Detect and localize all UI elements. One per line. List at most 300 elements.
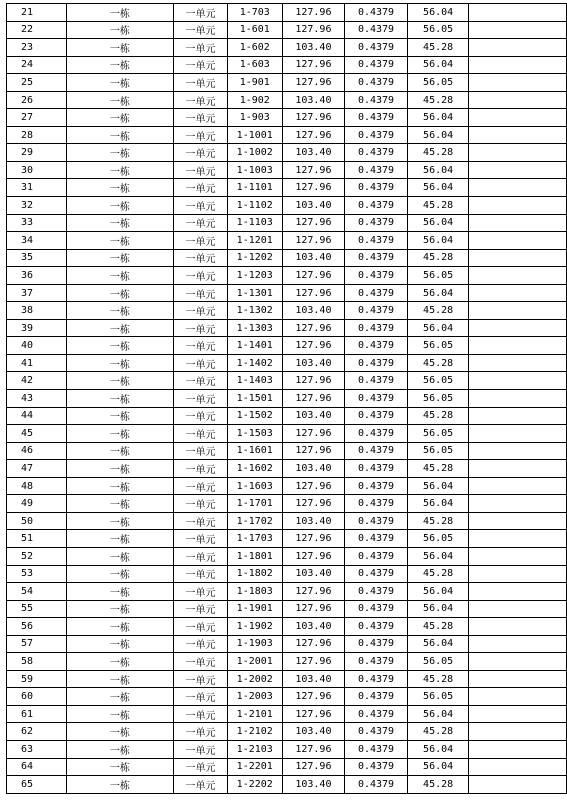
row-number-cell: 62 [7, 723, 67, 741]
amount-cell: 56.05 [407, 74, 469, 92]
area-cell: 127.96 [282, 21, 345, 39]
blank-cell [469, 547, 567, 565]
amount-cell: 56.04 [407, 758, 469, 776]
amount-cell: 56.04 [407, 740, 469, 758]
blank-cell [469, 740, 567, 758]
building-cell: 一栋 [66, 688, 174, 706]
table-row [7, 583, 567, 601]
blank-cell [469, 653, 567, 671]
rate-cell: 0.4379 [345, 214, 408, 232]
amount-cell: 45.28 [407, 407, 469, 425]
unit-cell: 一单元 [174, 705, 228, 723]
rate-cell: 0.4379 [345, 740, 408, 758]
amount-cell: 56.04 [407, 232, 469, 250]
room-cell: 1-2102 [227, 723, 282, 741]
room-cell: 1-1803 [227, 583, 282, 601]
area-cell: 127.96 [282, 425, 345, 443]
room-cell: 1-1703 [227, 530, 282, 548]
row-number-cell: 37 [7, 284, 67, 302]
area-cell: 103.40 [282, 512, 345, 530]
blank-cell [469, 477, 567, 495]
rate-cell: 0.4379 [345, 4, 408, 22]
table-row [7, 670, 567, 688]
area-cell: 127.96 [282, 337, 345, 355]
amount-cell: 45.28 [407, 776, 469, 794]
table-row [7, 565, 567, 583]
blank-cell [469, 144, 567, 162]
unit-cell: 一单元 [174, 442, 228, 460]
unit-cell: 一单元 [174, 635, 228, 653]
unit-cell: 一单元 [174, 495, 228, 513]
row-number-cell: 63 [7, 740, 67, 758]
blank-cell [469, 4, 567, 22]
rate-cell: 0.4379 [345, 618, 408, 636]
row-number-cell: 31 [7, 179, 67, 197]
table-row [7, 512, 567, 530]
table-row [7, 600, 567, 618]
rate-cell: 0.4379 [345, 319, 408, 337]
unit-cell: 一单元 [174, 284, 228, 302]
area-cell: 127.96 [282, 600, 345, 618]
row-number-cell: 48 [7, 477, 67, 495]
table-row [7, 39, 567, 57]
area-cell: 127.96 [282, 267, 345, 285]
room-cell: 1-1403 [227, 372, 282, 390]
blank-cell [469, 688, 567, 706]
building-cell: 一栋 [66, 495, 174, 513]
blank-cell [469, 495, 567, 513]
rate-cell: 0.4379 [345, 723, 408, 741]
building-cell: 一栋 [66, 547, 174, 565]
row-number-cell: 65 [7, 776, 67, 794]
unit-cell: 一单元 [174, 337, 228, 355]
rate-cell: 0.4379 [345, 635, 408, 653]
area-cell: 127.96 [282, 583, 345, 601]
area-cell: 103.40 [282, 460, 345, 478]
rate-cell: 0.4379 [345, 670, 408, 688]
room-cell: 1-1201 [227, 232, 282, 250]
building-cell: 一栋 [66, 109, 174, 127]
row-number-cell: 50 [7, 512, 67, 530]
table-row [7, 21, 567, 39]
amount-cell: 56.05 [407, 372, 469, 390]
rate-cell: 0.4379 [345, 442, 408, 460]
building-cell: 一栋 [66, 565, 174, 583]
row-number-cell: 55 [7, 600, 67, 618]
row-number-cell: 44 [7, 407, 67, 425]
row-number-cell: 64 [7, 758, 67, 776]
building-cell: 一栋 [66, 197, 174, 215]
room-cell: 1-1903 [227, 635, 282, 653]
table-row [7, 477, 567, 495]
room-cell: 1-602 [227, 39, 282, 57]
building-cell: 一栋 [66, 161, 174, 179]
unit-cell: 一单元 [174, 319, 228, 337]
amount-cell: 56.04 [407, 319, 469, 337]
unit-cell: 一单元 [174, 197, 228, 215]
rate-cell: 0.4379 [345, 407, 408, 425]
building-cell: 一栋 [66, 635, 174, 653]
blank-cell [469, 267, 567, 285]
area-cell: 103.40 [282, 302, 345, 320]
area-cell: 103.40 [282, 197, 345, 215]
room-cell: 1-1702 [227, 512, 282, 530]
rate-cell: 0.4379 [345, 179, 408, 197]
amount-cell: 45.28 [407, 302, 469, 320]
unit-cell: 一单元 [174, 583, 228, 601]
room-cell: 1-2003 [227, 688, 282, 706]
unit-cell: 一单元 [174, 56, 228, 74]
area-cell: 103.40 [282, 354, 345, 372]
room-cell: 1-1502 [227, 407, 282, 425]
row-number-cell: 59 [7, 670, 67, 688]
building-cell: 一栋 [66, 776, 174, 794]
table-row [7, 460, 567, 478]
blank-cell [469, 600, 567, 618]
table-row [7, 758, 567, 776]
room-cell: 1-2002 [227, 670, 282, 688]
table-row [7, 407, 567, 425]
table-row [7, 4, 567, 22]
table-row [7, 179, 567, 197]
table-row [7, 618, 567, 636]
blank-cell [469, 21, 567, 39]
blank-cell [469, 460, 567, 478]
amount-cell: 56.05 [407, 390, 469, 408]
table-row [7, 635, 567, 653]
room-cell: 1-1303 [227, 319, 282, 337]
room-cell: 1-1202 [227, 249, 282, 267]
area-cell: 127.96 [282, 319, 345, 337]
room-cell: 1-2001 [227, 653, 282, 671]
blank-cell [469, 337, 567, 355]
unit-cell: 一单元 [174, 477, 228, 495]
unit-cell: 一单元 [174, 232, 228, 250]
room-cell: 1-1102 [227, 197, 282, 215]
area-cell: 127.96 [282, 477, 345, 495]
unit-cell: 一单元 [174, 547, 228, 565]
amount-cell: 56.05 [407, 21, 469, 39]
row-number-cell: 57 [7, 635, 67, 653]
room-cell: 1-1603 [227, 477, 282, 495]
building-cell: 一栋 [66, 460, 174, 478]
building-cell: 一栋 [66, 740, 174, 758]
amount-cell: 56.05 [407, 442, 469, 460]
room-cell: 1-1002 [227, 144, 282, 162]
area-cell: 127.96 [282, 284, 345, 302]
row-number-cell: 29 [7, 144, 67, 162]
building-cell: 一栋 [66, 21, 174, 39]
room-cell: 1-1501 [227, 390, 282, 408]
blank-cell [469, 565, 567, 583]
area-cell: 127.96 [282, 688, 345, 706]
area-cell: 127.96 [282, 635, 345, 653]
table-row [7, 91, 567, 109]
room-cell: 1-1801 [227, 547, 282, 565]
room-cell: 1-1001 [227, 126, 282, 144]
row-number-cell: 49 [7, 495, 67, 513]
amount-cell: 56.04 [407, 705, 469, 723]
rate-cell: 0.4379 [345, 688, 408, 706]
row-number-cell: 32 [7, 197, 67, 215]
table-row [7, 653, 567, 671]
amount-cell: 56.04 [407, 4, 469, 22]
amount-cell: 45.28 [407, 670, 469, 688]
unit-cell: 一单元 [174, 302, 228, 320]
unit-cell: 一单元 [174, 39, 228, 57]
row-number-cell: 30 [7, 161, 67, 179]
room-cell: 1-901 [227, 74, 282, 92]
area-cell: 127.96 [282, 758, 345, 776]
rate-cell: 0.4379 [345, 705, 408, 723]
area-cell: 127.96 [282, 179, 345, 197]
rate-cell: 0.4379 [345, 21, 408, 39]
blank-cell [469, 372, 567, 390]
amount-cell: 56.04 [407, 126, 469, 144]
area-cell: 103.40 [282, 670, 345, 688]
rate-cell: 0.4379 [345, 565, 408, 583]
row-number-cell: 24 [7, 56, 67, 74]
building-cell: 一栋 [66, 653, 174, 671]
unit-cell: 一单元 [174, 144, 228, 162]
rate-cell: 0.4379 [345, 530, 408, 548]
unit-cell: 一单元 [174, 109, 228, 127]
area-cell: 103.40 [282, 618, 345, 636]
room-cell: 1-1902 [227, 618, 282, 636]
amount-cell: 56.05 [407, 337, 469, 355]
unit-cell: 一单元 [174, 565, 228, 583]
area-cell: 103.40 [282, 407, 345, 425]
room-cell: 1-703 [227, 4, 282, 22]
area-cell: 103.40 [282, 565, 345, 583]
blank-cell [469, 530, 567, 548]
room-cell: 1-1601 [227, 442, 282, 460]
row-number-cell: 52 [7, 547, 67, 565]
table-row [7, 319, 567, 337]
building-cell: 一栋 [66, 407, 174, 425]
unit-cell: 一单元 [174, 126, 228, 144]
building-cell: 一栋 [66, 337, 174, 355]
amount-cell: 45.28 [407, 565, 469, 583]
rate-cell: 0.4379 [345, 495, 408, 513]
unit-cell: 一单元 [174, 214, 228, 232]
room-cell: 1-1602 [227, 460, 282, 478]
amount-cell: 45.28 [407, 144, 469, 162]
unit-cell: 一单元 [174, 74, 228, 92]
table-row [7, 390, 567, 408]
area-cell: 127.96 [282, 547, 345, 565]
area-cell: 103.40 [282, 91, 345, 109]
blank-cell [469, 161, 567, 179]
building-cell: 一栋 [66, 530, 174, 548]
building-cell: 一栋 [66, 74, 174, 92]
room-cell: 1-601 [227, 21, 282, 39]
building-cell: 一栋 [66, 56, 174, 74]
rate-cell: 0.4379 [345, 354, 408, 372]
blank-cell [469, 249, 567, 267]
area-cell: 103.40 [282, 39, 345, 57]
room-cell: 1-1103 [227, 214, 282, 232]
table-row [7, 495, 567, 513]
table-row [7, 354, 567, 372]
area-cell: 127.96 [282, 653, 345, 671]
blank-cell [469, 39, 567, 57]
table-row [7, 337, 567, 355]
building-cell: 一栋 [66, 583, 174, 601]
unit-cell: 一单元 [174, 425, 228, 443]
table-row [7, 56, 567, 74]
amount-cell: 56.05 [407, 425, 469, 443]
building-cell: 一栋 [66, 126, 174, 144]
unit-cell: 一单元 [174, 390, 228, 408]
rate-cell: 0.4379 [345, 126, 408, 144]
amount-cell: 45.28 [407, 39, 469, 57]
unit-cell: 一单元 [174, 354, 228, 372]
room-cell: 1-1802 [227, 565, 282, 583]
row-number-cell: 22 [7, 21, 67, 39]
rate-cell: 0.4379 [345, 390, 408, 408]
row-number-cell: 34 [7, 232, 67, 250]
unit-cell: 一单元 [174, 758, 228, 776]
amount-cell: 45.28 [407, 618, 469, 636]
building-cell: 一栋 [66, 372, 174, 390]
unit-cell: 一单元 [174, 600, 228, 618]
rate-cell: 0.4379 [345, 776, 408, 794]
blank-cell [469, 214, 567, 232]
building-cell: 一栋 [66, 302, 174, 320]
table-row [7, 372, 567, 390]
building-cell: 一栋 [66, 705, 174, 723]
area-cell: 127.96 [282, 495, 345, 513]
table-row [7, 232, 567, 250]
row-number-cell: 40 [7, 337, 67, 355]
building-cell: 一栋 [66, 723, 174, 741]
table-row [7, 705, 567, 723]
building-cell: 一栋 [66, 144, 174, 162]
building-cell: 一栋 [66, 442, 174, 460]
blank-cell [469, 635, 567, 653]
rate-cell: 0.4379 [345, 653, 408, 671]
blank-cell [469, 232, 567, 250]
unit-cell: 一单元 [174, 670, 228, 688]
area-cell: 127.96 [282, 214, 345, 232]
amount-cell: 45.28 [407, 460, 469, 478]
building-cell: 一栋 [66, 4, 174, 22]
rate-cell: 0.4379 [345, 144, 408, 162]
data-table [6, 3, 567, 794]
blank-cell [469, 670, 567, 688]
blank-cell [469, 179, 567, 197]
blank-cell [469, 354, 567, 372]
rate-cell: 0.4379 [345, 109, 408, 127]
table-row [7, 284, 567, 302]
area-cell: 127.96 [282, 740, 345, 758]
area-cell: 127.96 [282, 390, 345, 408]
unit-cell: 一单元 [174, 653, 228, 671]
table-row [7, 197, 567, 215]
blank-cell [469, 302, 567, 320]
blank-cell [469, 390, 567, 408]
row-number-cell: 33 [7, 214, 67, 232]
amount-cell: 56.04 [407, 495, 469, 513]
area-cell: 127.96 [282, 56, 345, 74]
area-cell: 103.40 [282, 249, 345, 267]
table-row [7, 530, 567, 548]
rate-cell: 0.4379 [345, 267, 408, 285]
blank-cell [469, 91, 567, 109]
row-number-cell: 54 [7, 583, 67, 601]
amount-cell: 45.28 [407, 512, 469, 530]
rate-cell: 0.4379 [345, 547, 408, 565]
area-cell: 127.96 [282, 232, 345, 250]
unit-cell: 一单元 [174, 267, 228, 285]
table-row [7, 547, 567, 565]
room-cell: 1-1402 [227, 354, 282, 372]
amount-cell: 56.05 [407, 530, 469, 548]
row-number-cell: 51 [7, 530, 67, 548]
room-cell: 1-1901 [227, 600, 282, 618]
building-cell: 一栋 [66, 600, 174, 618]
blank-cell [469, 758, 567, 776]
rate-cell: 0.4379 [345, 161, 408, 179]
room-cell: 1-1701 [227, 495, 282, 513]
row-number-cell: 53 [7, 565, 67, 583]
unit-cell: 一单元 [174, 91, 228, 109]
row-number-cell: 61 [7, 705, 67, 723]
row-number-cell: 25 [7, 74, 67, 92]
building-cell: 一栋 [66, 758, 174, 776]
rate-cell: 0.4379 [345, 232, 408, 250]
row-number-cell: 39 [7, 319, 67, 337]
amount-cell: 56.04 [407, 547, 469, 565]
rate-cell: 0.4379 [345, 197, 408, 215]
unit-cell: 一单元 [174, 21, 228, 39]
room-cell: 1-1101 [227, 179, 282, 197]
amount-cell: 56.05 [407, 267, 469, 285]
building-cell: 一栋 [66, 425, 174, 443]
rate-cell: 0.4379 [345, 91, 408, 109]
rate-cell: 0.4379 [345, 425, 408, 443]
amount-cell: 45.28 [407, 91, 469, 109]
rate-cell: 0.4379 [345, 337, 408, 355]
rate-cell: 0.4379 [345, 39, 408, 57]
building-cell: 一栋 [66, 390, 174, 408]
table-row [7, 74, 567, 92]
blank-cell [469, 583, 567, 601]
table-row [7, 249, 567, 267]
area-cell: 127.96 [282, 74, 345, 92]
amount-cell: 56.04 [407, 179, 469, 197]
area-cell: 103.40 [282, 776, 345, 794]
blank-cell [469, 705, 567, 723]
blank-cell [469, 776, 567, 794]
building-cell: 一栋 [66, 477, 174, 495]
table-row [7, 442, 567, 460]
amount-cell: 45.28 [407, 249, 469, 267]
area-cell: 127.96 [282, 530, 345, 548]
building-cell: 一栋 [66, 512, 174, 530]
amount-cell: 56.05 [407, 653, 469, 671]
room-cell: 1-1301 [227, 284, 282, 302]
blank-cell [469, 109, 567, 127]
rate-cell: 0.4379 [345, 758, 408, 776]
row-number-cell: 38 [7, 302, 67, 320]
row-number-cell: 58 [7, 653, 67, 671]
unit-cell: 一单元 [174, 372, 228, 390]
area-cell: 127.96 [282, 705, 345, 723]
unit-cell: 一单元 [174, 688, 228, 706]
rate-cell: 0.4379 [345, 56, 408, 74]
